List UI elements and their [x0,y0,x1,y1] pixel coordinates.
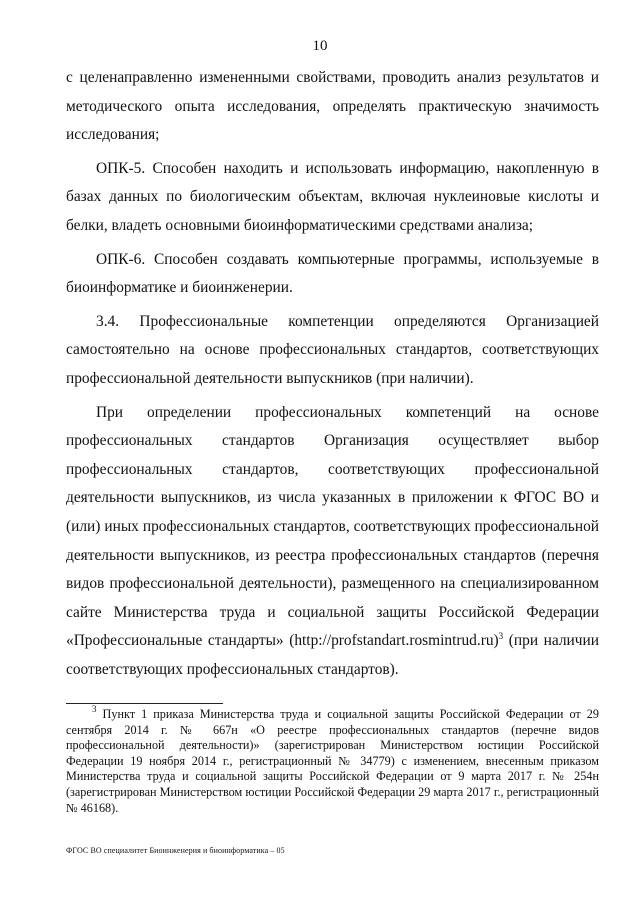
footnote [66,704,599,816]
paragraph-professional-standards [66,399,599,685]
footnote-marker: 3 [92,704,97,714]
paragraph-opk-6: ОПК-6. Способен создавать компьютерные программы, используемые в биоинформатике и биоинженерии. [66,250,599,297]
page-footer: ФГОС ВО специалитет Биоинженерия и биоинформатика – 05 [66,846,285,855]
footnote-separator [66,703,223,704]
paragraph-3-4: 3.4. Профессиональные компетенции определяются Организацией самостоятельно на основе профессиональных стандартов, соответствующих профессиональной деятельности выпускников (при наличии). [66,312,599,387]
paragraph-text-end: (при наличии соответствующих профессиональных стандартов). [66,632,599,678]
footnote-text [66,704,599,816]
paragraph-opk-5: ОПК-5. Способен находить и использовать информацию, накопленную в базах данных по биологическим объектам, включая нуклеиновые кислоты и белки, владеть основными биоинформатическими средствами анализа; [66,159,599,234]
footnote-body: Пункт 1 приказа Министерства труда и социальной защиты Российской Федерации от 29 сентября 2014 г. № 667н «О реестре профессиональных стандартов (перечне видов профессиональной деятельности)» (зарегистрирован Министерством юстиции Российской Федерации 19 ноября 2014 г., регистрационный № 34779) с изменением, внесенным приказом Министерства труда и социальной защиты Российской Федерации от 9 марта 2017 г. № 254н (зарегистрирован Министерством юстиции Российской Федерации 29 марта 2017 г., регистрационный № 46168). [66,707,599,815]
paragraph-continuation: с целенаправленно измененными свойствами, проводить анализ результатов и методического опыта исследования, определять практическую значимость исследования; [66,69,599,144]
body-text [66,64,599,689]
footnote-reference[interactable]: 3 [498,631,504,642]
paragraph-text: При определении профессиональных компетенций на основе профессиональных стандартов Организация осуществляет выбор профессиональных стандартов, соответствующих профессиональной деятельности выпускников, из числа указанных в приложении к ФГОС ВО и (или) иных профессиональных стандартов, соответствующих профессиональной деятельности выпускников, из реестра профессиональных стандартов (перечня видов профессиональной деятельности), размещенного на специализированном сайте Министерства труда и социальной защиты Российской Федерации «Профессиональные стандарты» (http://profstandart.rosmintrud.ru) [66,403,599,650]
page-number: 10 [312,38,328,54]
